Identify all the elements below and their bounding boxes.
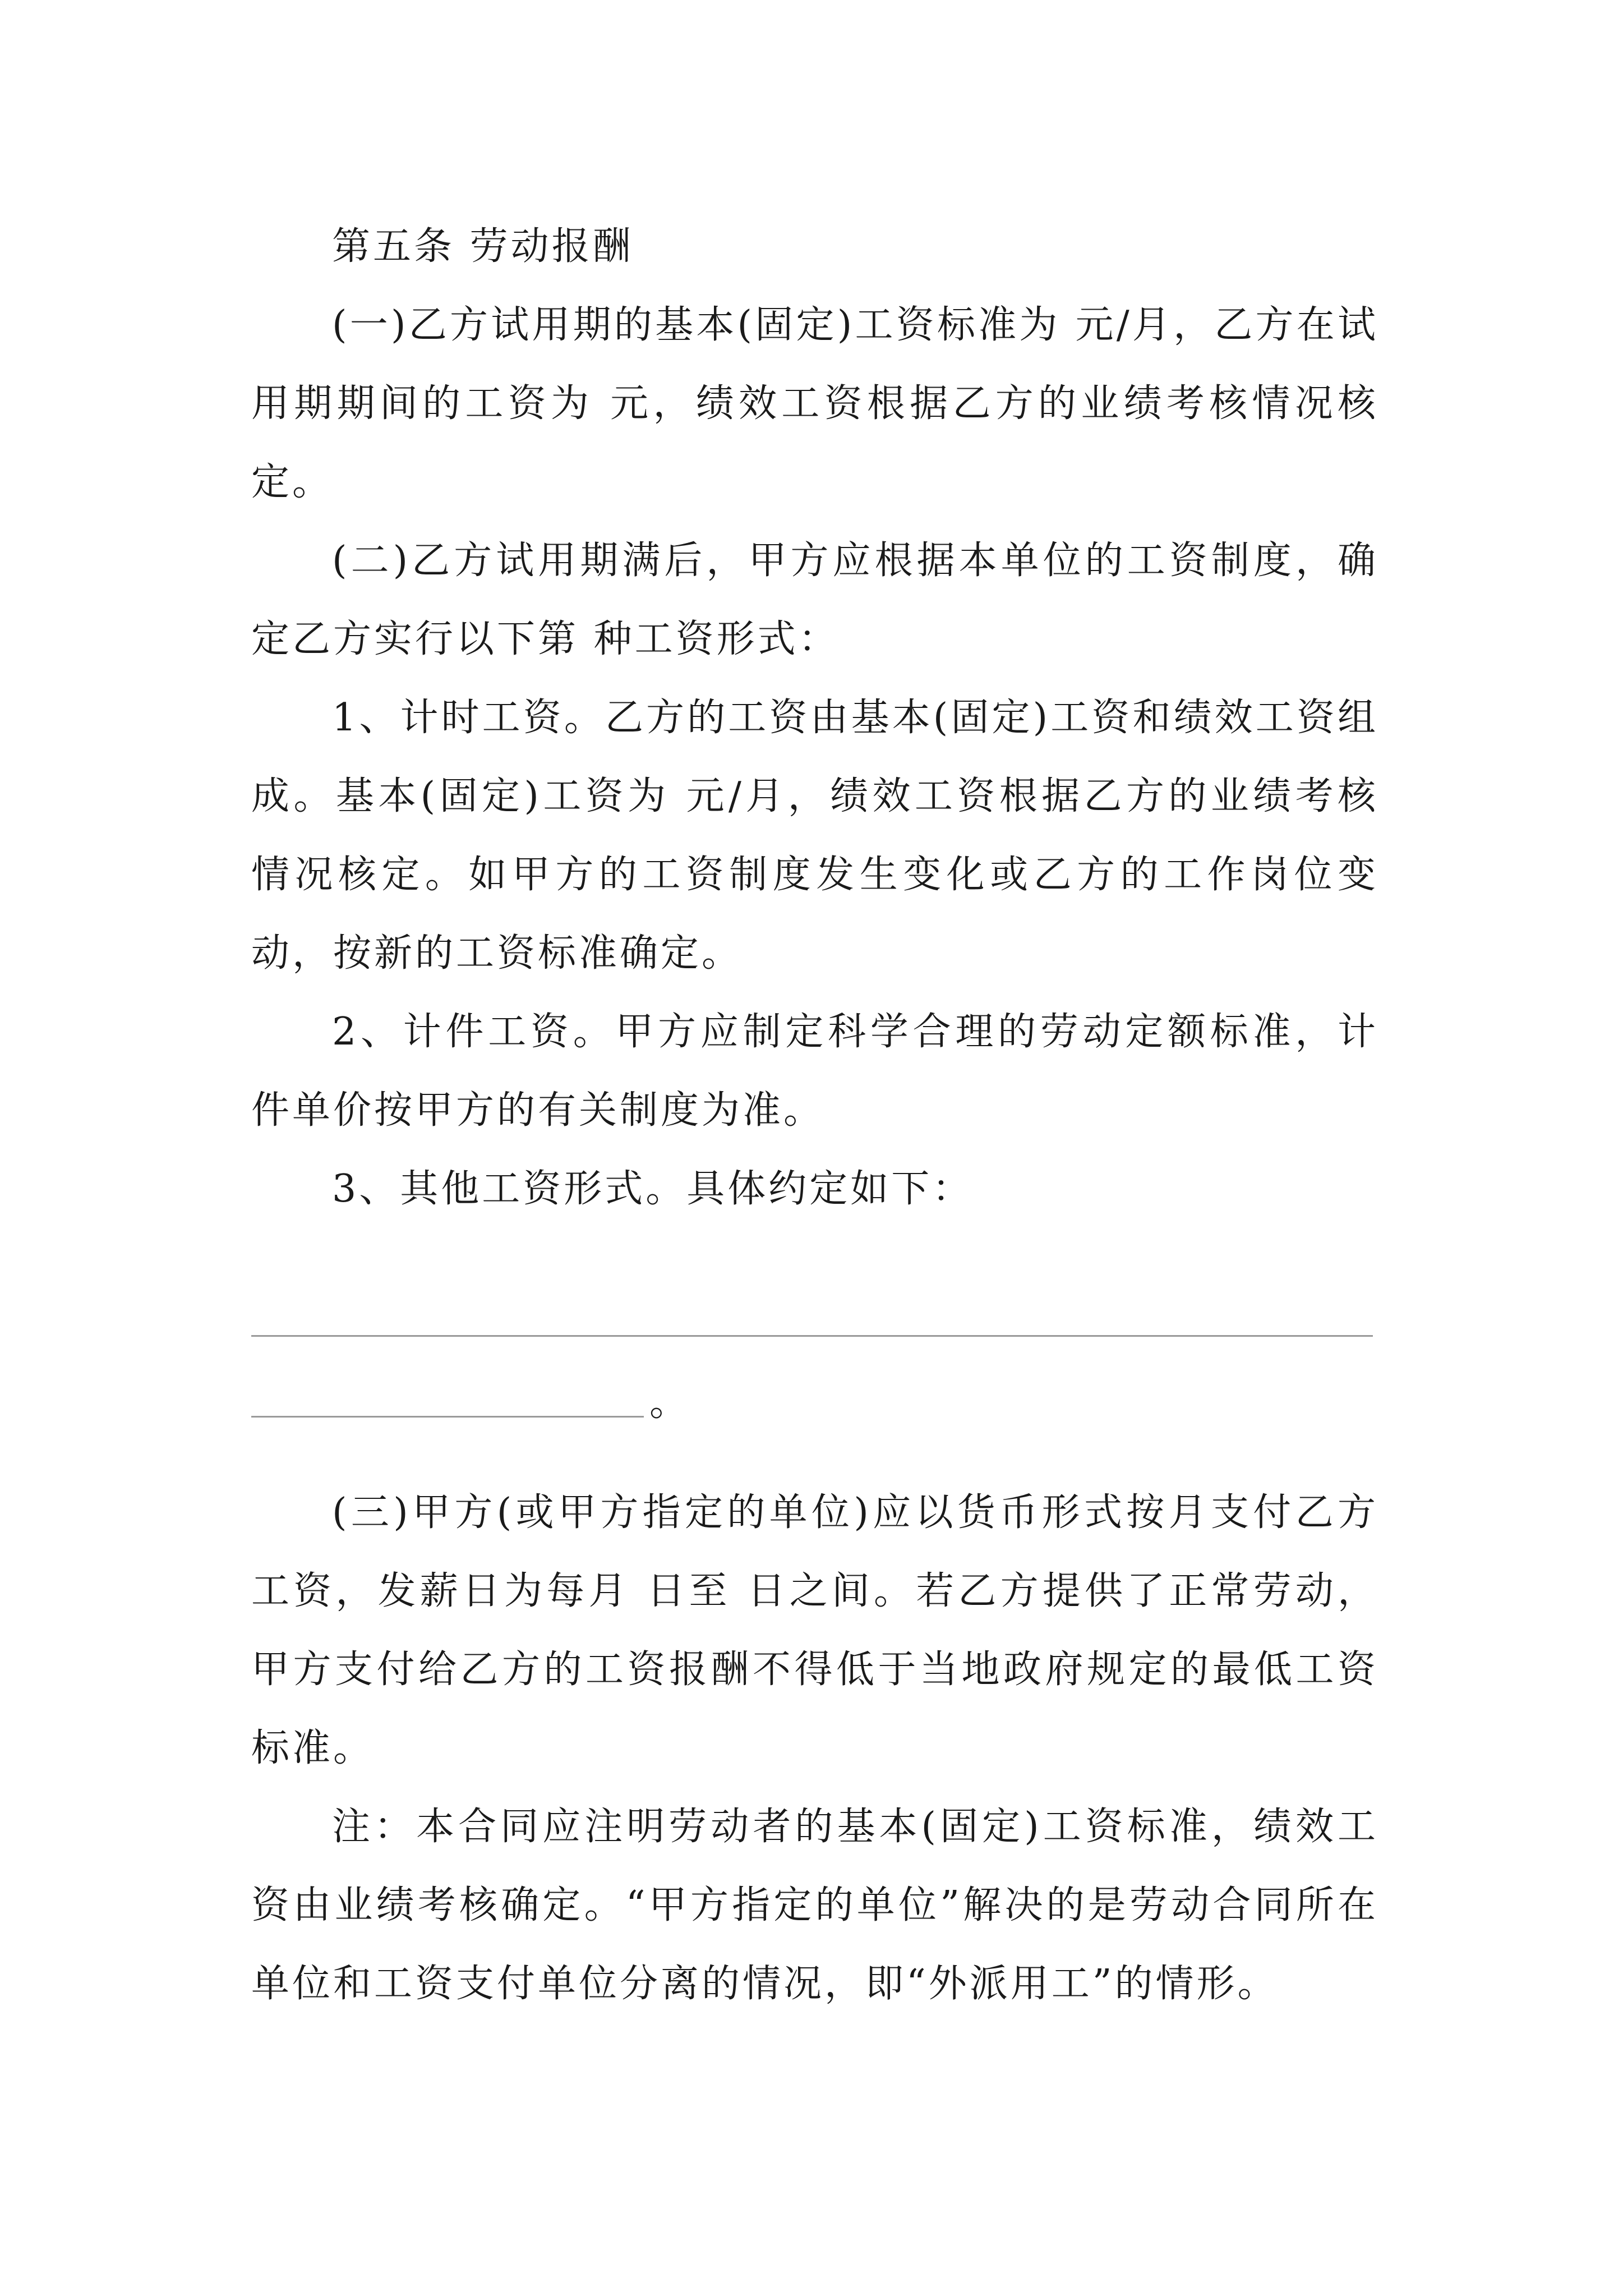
line-end-punctuation: 。 [649,1381,688,1425]
clause-one: (一)乙方试用期的基本(固定)工资标准为 元/月，乙方在试用期期间的工资为 元，绩效工资根据乙方的业绩考核情况核定。 [251,303,1378,504]
item-other-wage: 3、其他工资形式。具体约定如下： [332,1167,974,1211]
document-body [251,208,1378,2023]
blank-writing-area [251,1228,1378,1335]
article-heading: 第五条 劳动报酬 [332,224,634,269]
fill-in-line-long [251,1335,1373,1337]
item-piece-wage: 2、计件工资。甲方应制定科学合理的劳动定额标准，计件单价按甲方的有关制度为准。 [251,1010,1378,1133]
clause-three: (三)甲方(或甲方指定的单位)应以货币形式按月支付乙方工资，发薪日为每月 日至 日之间。若乙方提供了正常劳动，甲方支付给乙方的工资报酬不得低于当地政府规定的最低工资标准。 [251,1490,1378,1770]
fill-in-line-short-row [251,1377,1378,1425]
fill-in-line-short [251,1416,644,1418]
contract-note: 注：本合同应注明劳动者的基本(固定)工资标准，绩效工资由业绩考核确定。“甲方指定的单位”解决的是劳动合同所在单位和工资支付单位分离的情况，即“外派用工”的情形。 [251,1805,1378,2006]
item-hourly-wage: 1、计时工资。乙方的工资由基本(固定)工资和绩效工资组成。基本(固定)工资为 元/月，绩效工资根据乙方的业绩考核情况核定。如甲方的工资制度发生变化或乙方的工作岗位变动，按新的工资标准确定。 [251,696,1378,976]
clause-two: (二)乙方试用期满后，甲方应根据本单位的工资制度，确定乙方实行以下第 种工资形式： [251,539,1378,661]
